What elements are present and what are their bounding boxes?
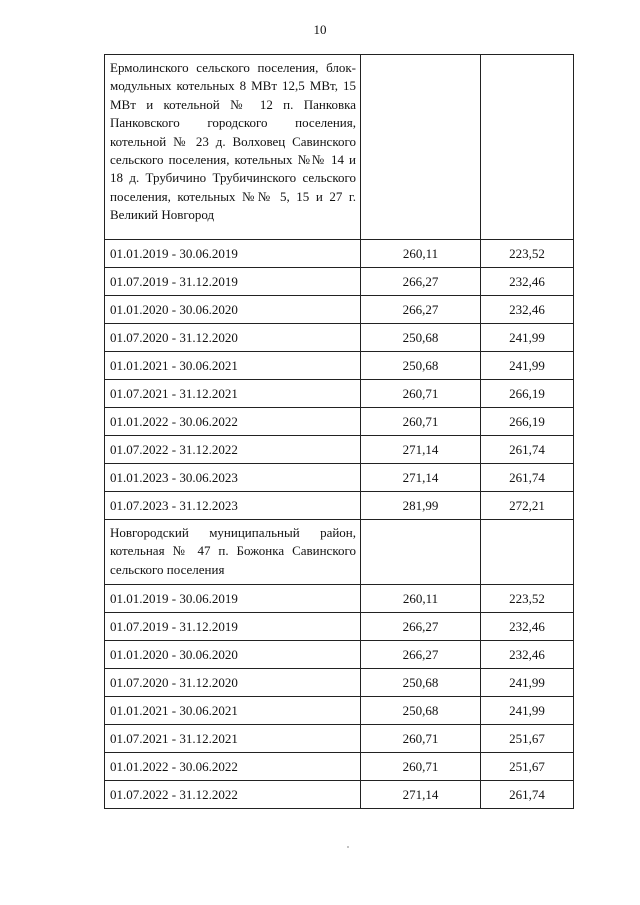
table-row: [105, 641, 574, 669]
period-cell: 01.01.2019 - 30.06.2019: [105, 240, 361, 268]
value-1-cell: 266,27: [361, 613, 481, 641]
table-row: [105, 324, 574, 352]
value-1-cell: 260,71: [361, 408, 481, 436]
table-row: [105, 408, 574, 436]
value-2-cell: 241,99: [481, 352, 574, 380]
period-cell: 01.07.2020 - 31.12.2020: [105, 324, 361, 352]
period-cell: 01.01.2022 - 30.06.2022: [105, 753, 361, 781]
table-row: [105, 268, 574, 296]
value-1-cell: 266,27: [361, 268, 481, 296]
table-row: [105, 753, 574, 781]
period-cell: 01.07.2021 - 31.12.2021: [105, 725, 361, 753]
table-row: [105, 240, 574, 268]
section-header-row: [105, 55, 574, 240]
value-2-cell: 232,46: [481, 268, 574, 296]
empty-cell: [481, 55, 574, 240]
section-header-row: [105, 520, 574, 585]
value-2-cell: 261,74: [481, 781, 574, 809]
table-row: [105, 492, 574, 520]
table-row: [105, 725, 574, 753]
period-cell: 01.01.2023 - 30.06.2023: [105, 464, 361, 492]
value-1-cell: 266,27: [361, 296, 481, 324]
scan-speck: [347, 846, 349, 848]
period-cell: 01.07.2022 - 31.12.2022: [105, 436, 361, 464]
period-cell: 01.07.2022 - 31.12.2022: [105, 781, 361, 809]
value-1-cell: 250,68: [361, 697, 481, 725]
period-cell: 01.01.2019 - 30.06.2019: [105, 585, 361, 613]
table-row: [105, 781, 574, 809]
value-2-cell: 241,99: [481, 669, 574, 697]
value-1-cell: 260,11: [361, 240, 481, 268]
table-row: [105, 380, 574, 408]
value-2-cell: 261,74: [481, 464, 574, 492]
period-cell: 01.07.2019 - 31.12.2019: [105, 268, 361, 296]
value-2-cell: 241,99: [481, 324, 574, 352]
value-2-cell: 266,19: [481, 380, 574, 408]
value-1-cell: 260,11: [361, 585, 481, 613]
value-1-cell: 250,68: [361, 352, 481, 380]
period-cell: 01.01.2020 - 30.06.2020: [105, 641, 361, 669]
page-number: 10: [313, 22, 327, 37]
value-2-cell: 261,74: [481, 436, 574, 464]
value-1-cell: 271,14: [361, 464, 481, 492]
period-cell: 01.07.2021 - 31.12.2021: [105, 380, 361, 408]
value-2-cell: 223,52: [481, 585, 574, 613]
empty-cell: [481, 520, 574, 585]
period-cell: 01.01.2021 - 30.06.2021: [105, 352, 361, 380]
value-1-cell: 250,68: [361, 669, 481, 697]
table-row: [105, 296, 574, 324]
value-2-cell: 241,99: [481, 697, 574, 725]
period-cell: 01.01.2021 - 30.06.2021: [105, 697, 361, 725]
table-row: [105, 352, 574, 380]
period-cell: 01.01.2020 - 30.06.2020: [105, 296, 361, 324]
value-2-cell: 232,46: [481, 296, 574, 324]
empty-cell: [361, 55, 481, 240]
value-2-cell: 251,67: [481, 725, 574, 753]
empty-cell: [361, 520, 481, 585]
table-row: [105, 697, 574, 725]
section-description: Ермолинского сельского поселения, блок-модульных котельных 8 МВт 12,5 МВт, 15 МВт и котельной № 12 п. Панковка Панковского городского поселения, котельной № 23 д. Волховец Савинского сельского поселения, котельных №№ 14 и 18 д. Трубичино Трубичинского сельского поселения, котельных №№ 5, 15 и 27 г. Великий Новгород: [105, 55, 361, 240]
value-1-cell: 271,14: [361, 781, 481, 809]
value-1-cell: 271,14: [361, 436, 481, 464]
table-row: [105, 669, 574, 697]
value-2-cell: 272,21: [481, 492, 574, 520]
period-cell: 01.07.2019 - 31.12.2019: [105, 613, 361, 641]
tariff-table: [104, 54, 574, 809]
value-1-cell: 260,71: [361, 725, 481, 753]
value-2-cell: 232,46: [481, 641, 574, 669]
period-cell: 01.01.2022 - 30.06.2022: [105, 408, 361, 436]
value-1-cell: 281,99: [361, 492, 481, 520]
value-1-cell: 250,68: [361, 324, 481, 352]
value-2-cell: 251,67: [481, 753, 574, 781]
period-cell: 01.07.2023 - 31.12.2023: [105, 492, 361, 520]
table-row: [105, 436, 574, 464]
value-2-cell: 266,19: [481, 408, 574, 436]
table-row: [105, 585, 574, 613]
value-1-cell: 266,27: [361, 641, 481, 669]
value-1-cell: 260,71: [361, 753, 481, 781]
table-row: [105, 464, 574, 492]
period-cell: 01.07.2020 - 31.12.2020: [105, 669, 361, 697]
section-description: Новгородский муниципальный район, котельная № 47 п. Божонка Савинского сельского поселения: [105, 520, 361, 585]
table-row: [105, 613, 574, 641]
value-2-cell: 223,52: [481, 240, 574, 268]
value-1-cell: 260,71: [361, 380, 481, 408]
value-2-cell: 232,46: [481, 613, 574, 641]
